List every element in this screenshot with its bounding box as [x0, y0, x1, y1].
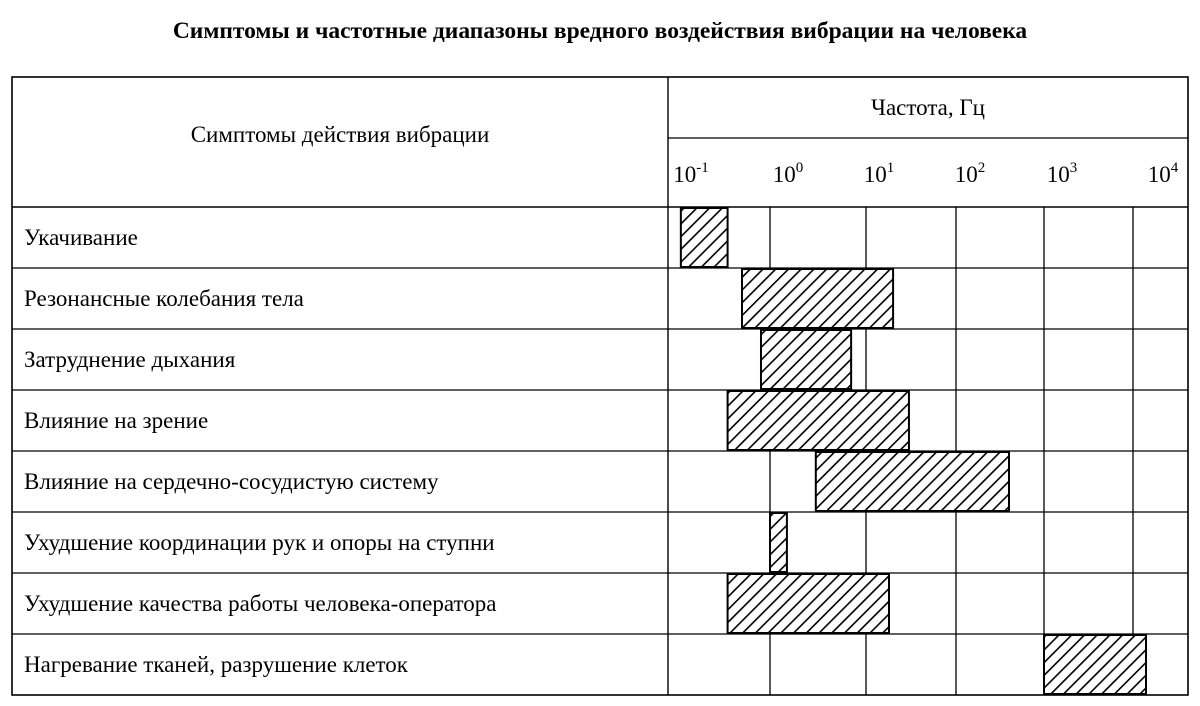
frequency-range-bar: [742, 269, 893, 328]
row-label: Резонансные колебания тела: [24, 286, 304, 311]
chart-title: Симптомы и частотные диапазоны вредного воздействия вибрации на человека: [172, 18, 1028, 44]
row-label: Влияние на зрение: [24, 408, 209, 433]
frequency-range-bar: [761, 330, 851, 389]
tick-label: $10^1$: [863, 160, 895, 187]
tick-label: $10^2$: [954, 160, 986, 187]
row-label: Затруднение дыхания: [24, 347, 236, 372]
frequency-range-bar: [681, 208, 728, 267]
frequency-range-bar: [728, 391, 909, 450]
frequency-range-bar: [728, 574, 889, 633]
row-header: Симптомы действия вибрации: [190, 122, 490, 147]
tick-label: $10^{-1}$: [673, 160, 709, 187]
tick-label: $10^0$: [772, 160, 804, 187]
row-label: Ухудшение координации рук и опоры на ступни: [24, 530, 495, 555]
tick-label: $10^4$: [1147, 160, 1179, 187]
tick-label: $10^3$: [1046, 160, 1078, 187]
frequency-range-bar: [770, 513, 787, 572]
row-label: Укачивание: [24, 225, 138, 250]
row-label: Влияние на сердечно-сосудистую систему: [24, 469, 439, 494]
axis-header: Частота, Гц: [871, 95, 985, 120]
row-label: Ухудшение качества работы человека-оператора: [24, 591, 497, 616]
row-label: Нагревание тканей, разрушение клеток: [24, 652, 408, 677]
frequency-range-bar: [816, 452, 1009, 511]
frequency-range-bar: [1044, 635, 1146, 694]
